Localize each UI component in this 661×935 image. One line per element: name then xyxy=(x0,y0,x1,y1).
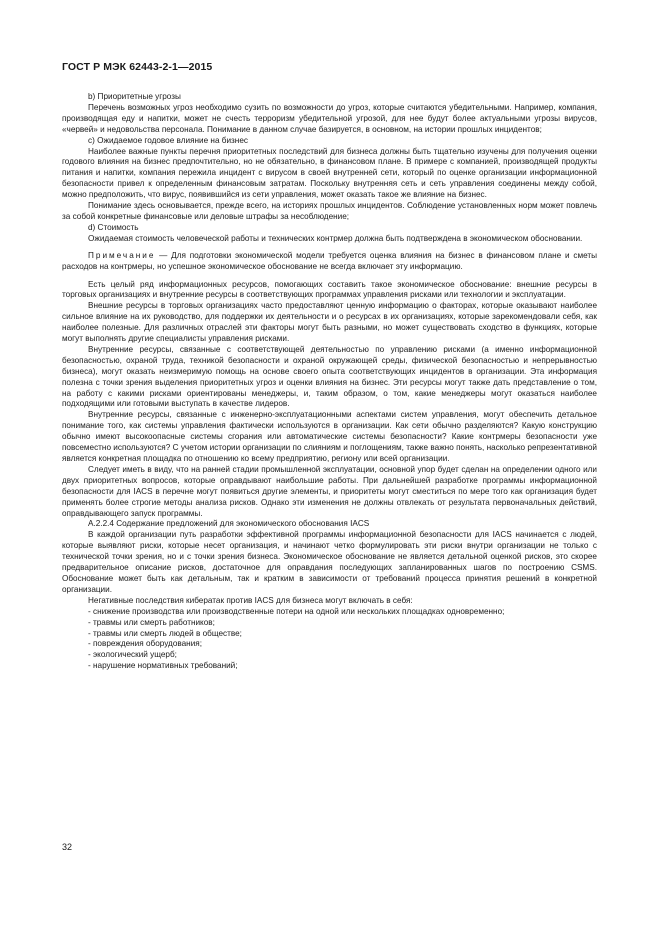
paragraph: Наиболее важные пункты перечня приоритетных последствий для бизнеса должны быть тщательно изучены для получения оценки годового влияния на бизнес предпочтительно, но не обязательно, в финансовом плане. В примере с компанией, производящей продукты питания и напитки, компания пережила инцидент с вирусом в своей внутренней сети, который по оценке организации информационной безопасности привел к определенным финансовым затратам. Поскольку внутренняя сеть и сеть управления соединены между собой, можно предположить, что вирус, появившийся из сети управления, может оказать такое же влияние на бизнес. xyxy=(62,146,597,200)
document-body xyxy=(62,92,597,672)
note-text: — Для подготовки экономической модели требуется оценка влияния на бизнес в финансовом плане и сметы расходов на контрмеры, но успешное экономическое обоснование не всегда включает эту информацию. xyxy=(62,250,597,271)
consequences-list xyxy=(62,607,597,672)
paragraph: Следует иметь в виду, что на ранней стадии промышленной эксплуатации, основной упор будет сделан на определении одного или двух приоритетных вопросов, которые оправдывают наибольшие работы. При дальнейшей разработке программы информационной безопасности для IACS в перечне могут появиться другие элементы, и приоритеты могут сместиться по мере того как организация будет применять более строгие методы анализа рисков. Однако эти изменения не должны отвлекать от результата первоначальных действий, оправдывающего запуск программы. xyxy=(62,464,597,518)
paragraph: Понимание здесь основывается, прежде всего, на историях прошлых инцидентов. Соблюдение установленных норм может повлечь за собой конкретные финансовые или деловые штрафы за несоблюдение; xyxy=(62,201,597,221)
paragraph: В каждой организации путь разработки эффективной программы информационной безопасности для IACS начинается с людей, которые выявляют риски, которые несет организация, и начинают четко формулировать эти риски внутри организации не только с технической точки зрения, но и с точки зрения бизнеса. Экономическое обоснование не является детальной оценкой рисков, это скорее предварительное описание рисков, достаточное для оправдания последующих запланированных шагов по построению CSMS. Обоснование может быть как детальным, так и кратким в зависимости от требований процесса принятия решений в конкретной организации. xyxy=(62,530,597,594)
paragraph: Внутренние ресурсы, связанные с соответствующей деятельностью по управлению рисками (а именно информационной безопасностью, охраной труда, техникой безопасности и охраной окружающей среды, физической безопасностью и непрерывностью бизнеса), могут оказать неизмеримую помощь на основе своего опыта соответствующих инцидентов в организации. Эта информация полезна с точки зрения выделения приоритетных угроз и оценки влияния на бизнес. Эти ресурсы могут также дать представление о том, на работу с какими рисками ориентированы менеджеры, и, таким образом, о том, какие менеджеры могут оказаться наиболее подходящими или готовыми выступать в качестве лидеров. xyxy=(62,344,597,409)
paragraph: c) Ожидаемое годовое влияние на бизнес xyxy=(88,135,248,145)
note-label: Примечание xyxy=(88,250,156,260)
paragraph: Есть целый ряд информационных ресурсов, помогающих составить такое экономическое обоснование: внешние ресурсы в торговых организациях и внутренние ресурсы в соответствующих программах управления рисками или технологии и эксплуатации. xyxy=(62,279,597,300)
list-item: - травмы или смерть людей в обществе; xyxy=(88,628,242,638)
section-heading: A.2.2.4 Содержание предложений для экономического обоснования IACS xyxy=(88,519,370,529)
paragraph: b) Приоритетные угрозы xyxy=(88,92,181,101)
paragraph: Внешние ресурсы в торговых организациях часто предоставляют ценную информацию о факторах, которые оказывают наиболее сильное влияние на их руководство, для поддержки их деятельности и о ресурсах в их организациях, которые зарекомендовали себя, как наиболее полезные. Для различных отраслей эти факторы могут быть разными, но может существовать сходство в функциях, которые могут выполнять другие специалисты управления рисками. xyxy=(62,301,597,344)
paragraph: d) Стоимость xyxy=(88,222,139,232)
paragraph: Негативные последствия кибератак против IACS для бизнеса могут включать в себя: xyxy=(88,595,413,605)
paragraph: Перечень возможных угроз необходимо сузить по возможности до угроз, которые считаются убедительными. Например, компания, производящая еду и напитки, может не счесть терроризм убедительной угрозой, для нее будут более актуальными угрозы вирусов, «червей» и недовольства персонала. Понимание в данном случае базируется, в основном, на истории прошлых инцидентов; xyxy=(62,102,597,134)
list-item: - повреждения оборудования; xyxy=(88,639,202,649)
list-item: - снижение производства или производственные потери на одной или нескольких площадках одновременно; xyxy=(88,606,505,616)
list-item: - экологический ущерб; xyxy=(88,650,177,660)
list-item: - травмы или смерть работников; xyxy=(88,617,215,627)
page-number: 32 xyxy=(62,842,73,852)
list-item: - нарушение нормативных требований; xyxy=(88,661,238,671)
paragraph: Ожидаемая стоимость человеческой работы и технических контрмер должна быть подтверждена в экономическом обосновании. xyxy=(88,233,583,243)
note-paragraph xyxy=(62,251,597,273)
paragraph: Внутренние ресурсы, связанные с инженерно-эксплуатационными аспектами систем управления, могут обеспечить детальное понимание того, как системы управления фактически используются в организации. Как сети обычно разделяются? Какую конструкцию обычно имеют высокоопасные системы сгорания или автоматические системы безопасности? Какие контрмеры безопасности уже повсеместно используются? С учетом истории организации по слияниям и поглощениям, также важно понять, насколько репрезентативной является конкретная площадка по отношению ко всему предприятию, региону или всей организации. xyxy=(62,410,597,463)
standard-header: ГОСТ Р МЭК 62443-2-1—2015 xyxy=(62,61,213,73)
